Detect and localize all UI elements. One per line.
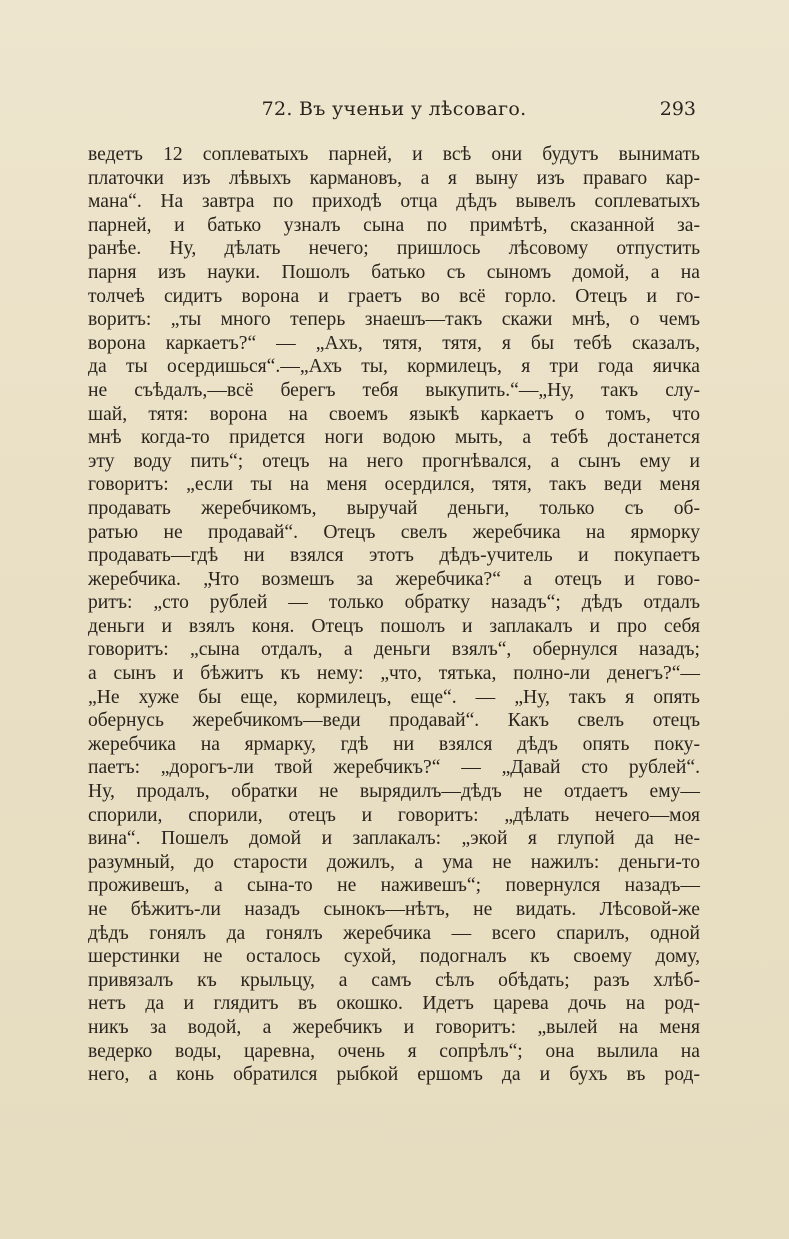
text-line: воритъ: „ты много теперь знаешъ—такъ скажи мнѣ, о чемъ [88, 309, 700, 331]
text-line: нетъ да и глядитъ въ окошко. Идетъ царева дочь на род- [88, 993, 700, 1015]
text-line: вина“. Пошелъ домой и заплакалъ: „экой я глупой да не- [88, 828, 700, 850]
text-line: продавать жеребчикомъ, выручай деньги, только съ об- [88, 497, 700, 519]
text-line: не бѣжитъ-ли назадъ сынокъ—нѣтъ, не видать. Лѣсовой-же [88, 899, 700, 920]
text-line: ратью не продавай“. Отецъ свелъ жеребчика на ярморку [88, 521, 700, 543]
text-line: паетъ: „дорогъ-ли твой жеребчикъ?“ — „Давай сто рублей“. [88, 757, 700, 779]
text-line: платочки изъ лѣвыхъ кармановъ, а я выну изъ праваго кар- [88, 167, 700, 189]
text-line: мнѣ когда-то придется ноги водою мыть, а тебѣ достанется [88, 427, 700, 449]
text-line: ворона каркаетъ?“ — „Ахъ, тятя, тятя, я бы тебѣ сказалъ, [88, 332, 700, 354]
text-line: а сынъ и бѣжитъ къ нему: „что, тятька, полно-ли денегъ?“— [88, 663, 700, 685]
text-line: эту воду пить“; отецъ на него прогнѣвался, а сынъ ему и [88, 450, 700, 472]
body-text [88, 143, 700, 1087]
text-line: парня изъ науки. Пошолъ батько съ сыномъ домой, а на [88, 261, 700, 283]
text-line: ведерко воды, царевна, очень я сопрѣлъ“; она вылила на [88, 1040, 700, 1062]
text-line: привязалъ къ крыльцу, а самъ сѣлъ обѣдать; разъ хлѣб- [88, 969, 700, 991]
text-line: Ну, продалъ, обратки не вырядилъ—дѣдъ не отдаетъ ему— [88, 781, 700, 803]
text-line: толчеѣ сидитъ ворона и граетъ во всё горло. Отецъ и го- [88, 285, 700, 307]
text-line: ведетъ 12 соплеватыхъ парней, и всѣ они будутъ вынимать [88, 144, 700, 165]
text-line: парней, и батько узналъ сына по примѣтѣ, сказанной за- [88, 214, 700, 236]
text-line: шай, тятя: ворона на своемъ языкѣ каркаетъ о томъ, что [88, 403, 700, 425]
text-line: деньги и взялъ коня. Отецъ пошолъ и заплакалъ и про себя [88, 615, 700, 637]
running-title: 72. Въ ученьи у лѣсоваго. [261, 98, 527, 120]
text-line: шерстинки не осталось сухой, подогналъ къ своему дому, [88, 946, 700, 968]
text-line: ритъ: „сто рублей — только обратку назадъ“; дѣдъ отдалъ [88, 592, 700, 614]
text-line: жеребчика на ярмарку, гдѣ ни взялся дѣдъ опять поку- [88, 733, 700, 755]
text-line: разумный, до старости дожилъ, а ума не нажилъ: деньги-то [88, 851, 700, 873]
text-line: спорили, спорили, отецъ и говоритъ: „дѣлать нечего—моя [88, 804, 700, 826]
text-line: никъ за водой, а жеребчикъ и говоритъ: „вылей на меня [88, 1016, 700, 1038]
text-line: не съѣдалъ,—всё берегъ тебя выкупить.“—„Ну, такъ слу- [88, 379, 700, 401]
text-line: дѣдъ гонялъ да гонялъ жеребчика — всего спарилъ, одной [88, 922, 700, 944]
text-line: него, а конь обратился рыбкой ершомъ да и бухъ въ род- [88, 1064, 700, 1086]
page-header [88, 98, 700, 128]
text-line: да ты осердишься“.—„Ахъ ты, кормилецъ, я три года яичка [88, 356, 700, 378]
page-number: 293 [659, 98, 696, 120]
text-line: проживешъ, а сына-то не наживешъ“; повернулся назадъ— [88, 875, 700, 897]
text-line: „Не хуже бы еще, кормилецъ, еще“. — „Ну, такъ я опять [88, 686, 700, 708]
text-line: продавать—гдѣ ни взялся этотъ дѣдъ-учитель и покупаетъ [88, 545, 700, 567]
text-line: говоритъ: „если ты на меня осердился, тятя, такъ веди меня [88, 474, 700, 496]
text-line: ранѣе. Ну, дѣлать нечего; пришлось лѣсовому отпустить [88, 238, 700, 260]
text-line: обернусь жеребчикомъ—веди продавай“. Какъ свелъ отецъ [88, 710, 700, 732]
text-line: мана“. На завтра по приходѣ отца дѣдъ вывелъ соплеватыхъ [88, 191, 700, 213]
text-line: говоритъ: „сына отдалъ, а деньги взялъ“, обернулся назадъ; [88, 639, 700, 661]
text-line: жеребчика. „Что возмешъ за жеребчика?“ а отецъ и гово- [88, 568, 700, 590]
